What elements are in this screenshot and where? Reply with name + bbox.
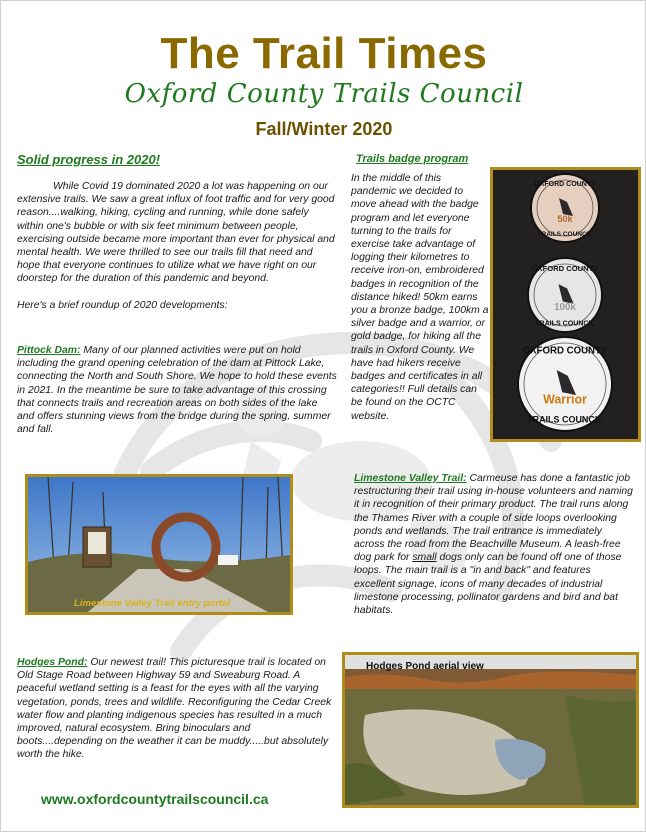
badges-illustration: [493, 170, 638, 439]
badges-photo: [490, 167, 641, 442]
limestone-text-before: Carmeuse has done a fantastic job restructuring their trail using in-house volunteers and naming it in recognition of their primary product. The trail runs along the Thames River with a couple of side loops overlooking ponds and wetlands. The trail entrance is immediately across the road from the Beachville Museum. A leash-free dog park for: [354, 473, 633, 564]
badge-level: 100k: [554, 302, 576, 314]
limestone-portal-image: [28, 477, 290, 612]
badge-heading: Trails badge program: [356, 153, 469, 165]
hodges-heading: Hodges Pond:: [17, 657, 88, 668]
organization-name: Oxford County Trails Council: [124, 79, 524, 109]
badge-top-text: OXFORD COUNTY: [531, 264, 599, 274]
progress-roundup: Here's a brief roundup of 2020 developments:: [17, 299, 228, 311]
hodges-photo: [342, 652, 639, 808]
badge-text: In the middle of this pandemic we decided to move ahead with the badge program and let everyone turning to the trails for exercise take advantage of logging their kilometres to receive iron-on, embroidered badges in recognition of the distance hiked! 50km earns you a bronze badge, 100km a silver badge and a warrior, or gold badge, for hiking all the trails in Oxford County. We have had hikers receive badges and certificates in all categories!! Full details can be found on the OCTC website.: [351, 173, 489, 422]
pittock-article: [17, 344, 337, 436]
badge-bottom-text: TRAILS COUNCIL: [535, 320, 595, 328]
badge-bottom-text: TRAILS COUNCIL: [537, 231, 593, 238]
progress-intro: While Covid 19 dominated 2020 a lot was happening on our extensive trails. We saw a great influx of foot traffic and for very good reason....walking, hiking, cycling and running, while done safely within one's bubble or with six feet minimum between people, exercising outside became more important than ever for physical and mental health. We were thrilled to see our trails fill that need and hope that everyone continues to utilize what we have right on our doorstep for the duration of this pandemic and beyond.: [17, 181, 335, 285]
badge-2: [518, 337, 612, 431]
badge-level: Warrior: [543, 392, 587, 407]
badge-top-text: OXFORD COUNTY: [534, 181, 596, 188]
pittock-text: Many of our planned activities were put on hold including the grand opening celebration of the dam at Pittock Lake, connecting the North and South Shore. We hope to hold these events in 2021. In the meantime be sure to take advantage of this crossing that connects trails and recreation areas on both sides of the lake and offers stunning views from the bridge during the spring, summer and fall.: [17, 345, 337, 436]
progress-heading: Solid progress in 2020!: [17, 152, 161, 167]
limestone-heading: Limestone Valley Trail:: [354, 473, 467, 484]
limestone-text-underlined: small: [412, 552, 437, 564]
badge-level: 50k: [557, 214, 573, 224]
hodges-photo-caption: Hodges Pond aerial view: [366, 661, 484, 672]
issue-season: Fall/Winter 2020: [255, 119, 393, 139]
website-link[interactable]: www.oxfordcountytrailscouncil.ca: [41, 791, 269, 807]
badge-1: [528, 258, 602, 332]
progress-article: [17, 180, 337, 312]
hodges-aerial-image: [345, 655, 636, 805]
limestone-text-after: dogs only can be found off one of those loops. The main trail is a "in and back" and features excellent signage, icons of many decades of industrial limestone processing, pollinator gardens and bird and bat habitats.: [354, 552, 622, 617]
limestone-photo: [25, 474, 293, 615]
limestone-article: [354, 472, 634, 617]
limestone-photo-caption: Limestone Valley Trail entry portal: [74, 598, 231, 609]
hodges-article: [17, 656, 337, 762]
pittock-heading: Pittock Dam:: [17, 345, 81, 356]
badge-0: [531, 174, 599, 242]
badge-bottom-text: TRAILS COUNCIL: [527, 414, 603, 425]
newsletter-title: The Trail Times: [160, 29, 488, 78]
hodges-text: Our newest trail! This picturesque trail is located on Old Stage Road between Highway 59 and Sweaburg Road. A peaceful wetland setting is a feast for the eyes with all the varying vegetation, ponds, trees and wildlife. Reconfiguring the Cedar Creek water flow and planting indigenous species has resulted in a much improved, natural ecosystem. Bring binoculars and boots....depending on the weather it can be muddy.....but absolutely worth the hike.: [17, 657, 332, 761]
badge-top-text: OXFORD COUNTY: [522, 345, 608, 357]
